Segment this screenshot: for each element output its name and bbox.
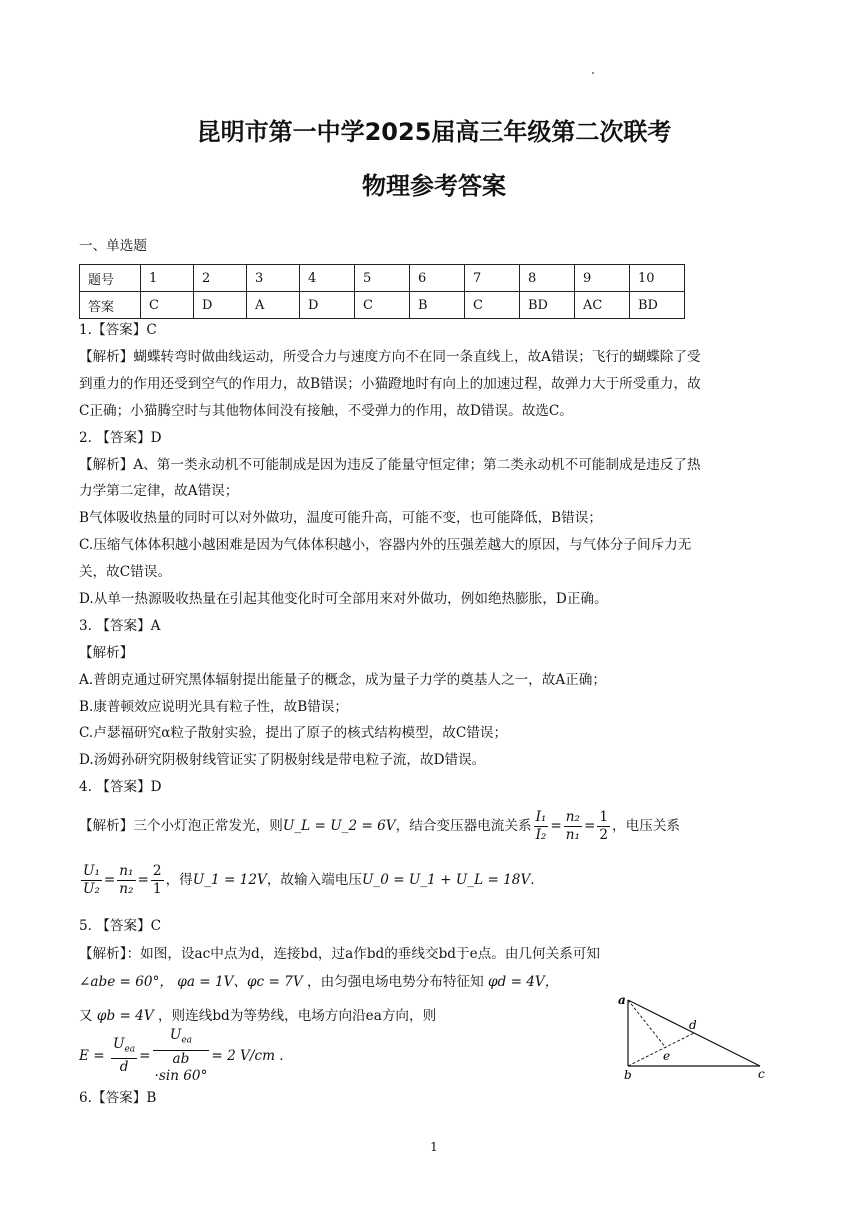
q5-potential-b: φb = 4V bbox=[96, 1008, 154, 1024]
q2-text-line: C.压缩气体体积越小越困难是因为气体体积越小，容器内外的压强差越大的原因，与气体分子间斥力无 bbox=[79, 537, 692, 553]
table-cell: AC bbox=[575, 292, 630, 319]
q2-text-line: D.从单一热源吸收热量在引起其他变化时可全部用来对外做功，例如绝热膨胀，D正确。 bbox=[79, 591, 608, 607]
q4-text: . bbox=[530, 872, 535, 888]
q5-text-line bbox=[79, 1006, 436, 1026]
q5-text: ，则连线bd为等势线，电场方向沿ea方向，则 bbox=[157, 1008, 437, 1024]
table-cell: 6 bbox=[410, 265, 465, 292]
table-cell: C bbox=[141, 292, 194, 319]
q4-text: 【解析】三个小灯泡正常发光，则 bbox=[79, 818, 283, 834]
q5-text: 又 bbox=[79, 1008, 93, 1024]
fraction-i1-i2: $\frac{\text{I₁}}{\text{I₂}}$ bbox=[535, 808, 547, 843]
q4-text: ，故输入端电压 bbox=[266, 872, 362, 888]
q2-text-line: B气体吸收热量的同时可以对外做功，温度可能升高，可能不变，也可能降低，B错误； bbox=[79, 510, 602, 526]
table-cell: BD bbox=[630, 292, 685, 319]
q4-text: ，得 bbox=[165, 872, 193, 888]
fraction-u1-u2: $\frac{\text{U₁}}{\text{U₂}}$ bbox=[83, 862, 100, 897]
q6-answer: 6.【答案】B bbox=[79, 1090, 157, 1106]
table-cell: 1 bbox=[141, 265, 194, 292]
table-cell: 2 bbox=[194, 265, 247, 292]
q2-answer: 2. 【答案】D bbox=[79, 430, 162, 446]
fraction-n1-n2: $\frac{\text{n₁}}{\text{n₂}}$ bbox=[119, 862, 134, 897]
table-cell: 5 bbox=[355, 265, 410, 292]
table-header-cell: 答案 bbox=[80, 292, 141, 319]
q5-angle: ∠abe = 60°， bbox=[79, 974, 173, 990]
table-cell: D bbox=[300, 292, 355, 319]
table-cell: 7 bbox=[465, 265, 520, 292]
table-row-numbers bbox=[80, 265, 685, 292]
table-cell: 8 bbox=[520, 265, 575, 292]
page-title: 昆明市第一中学2025届高三年级第二次联考 bbox=[196, 118, 672, 146]
q3-text-line: B.康普顿效应说明光具有粒子性，故B错误； bbox=[79, 699, 348, 715]
q4-equation: U_1 = 12V bbox=[192, 872, 267, 888]
table-header-cell: 题号 bbox=[80, 265, 141, 292]
q2-text-line: 【解析】A、第一类永动机不可能制成是因为违反了能量守恒定律；第二类永动机不可能制成是违反了热 bbox=[79, 457, 701, 473]
q5-potential-d: φd = 4V， bbox=[488, 974, 559, 990]
q3-answer: 3. 【答案】A bbox=[79, 618, 161, 634]
q4-equation: U_0 = U_1 + U_L = 18V bbox=[361, 872, 531, 888]
table-row-answers bbox=[80, 292, 685, 319]
page-number: 1 bbox=[430, 1140, 438, 1154]
page-subtitle: 物理参考答案 bbox=[362, 172, 506, 200]
q3-text-line: D.汤姆孙研究阴极射线管证实了阴极射线是带电粒子流，故D错误。 bbox=[79, 752, 486, 768]
table-cell: 10 bbox=[630, 265, 685, 292]
q3-text-line: A.普朗克通过研究黑体辐射提出能量子的概念，成为量子力学的奠基人之一，故A正确； bbox=[79, 672, 606, 688]
section-label: 一、单选题 bbox=[79, 238, 147, 254]
q4-text: ，结合变压器电流关系 bbox=[395, 818, 532, 834]
table-cell: 3 bbox=[247, 265, 300, 292]
segment-bd bbox=[628, 1033, 694, 1066]
q3-text-line: 【解析】 bbox=[79, 645, 134, 661]
q4-equation: U_L = U_2 = 6V bbox=[282, 818, 396, 834]
table-cell: D bbox=[194, 292, 247, 319]
q4-line1: 【解析】三个小灯泡正常发光，则 U_L = U_2 = 6V ，结合变压器电流关系 $\frac{\text{I₁}}{\text{I₂}}$ = $\frac{\text{n₂}}{\text{n₁}}$ = $\frac{1}{2}$ ，电压关系 bbox=[79, 808, 681, 843]
scan-dot bbox=[592, 72, 594, 74]
q1-answer: 1.【答案】C bbox=[79, 322, 157, 338]
q5-text-line: 【解析】：如图，设ac中点为d，连接bd，过a作bd的垂线交bd于e点。由几何关系可知 bbox=[79, 946, 600, 962]
q5-text: ，由匀强电场电势分布特征知 bbox=[306, 974, 484, 990]
table-cell: 9 bbox=[575, 265, 630, 292]
q1-text-line: 【解析】蝴蝶转弯时做曲线运动，所受合力与速度方向不在同一条直线上，故A错误；飞行的蝴蝶除了受 bbox=[79, 349, 701, 365]
table-cell: C bbox=[465, 292, 520, 319]
q5-answer: 5. 【答案】C bbox=[79, 918, 162, 934]
table-cell: C bbox=[355, 292, 410, 319]
fraction-uea-d: $\frac{U_{ea}}{d}$ bbox=[112, 1035, 136, 1076]
q4-answer: 4. 【答案】D bbox=[79, 779, 162, 795]
triangle-diagram bbox=[612, 990, 772, 1080]
label-b: b bbox=[624, 1068, 632, 1080]
table-cell: B bbox=[410, 292, 465, 319]
q5-potentials: φa = 1V、φc = 7V bbox=[177, 974, 303, 990]
label-e: e bbox=[663, 1049, 671, 1063]
q2-text-line: 关，故C错误。 bbox=[79, 564, 171, 580]
label-a: a bbox=[618, 993, 626, 1007]
fraction-2-1: $\frac{2}{1}$ bbox=[152, 862, 162, 897]
q4-text: ，电压关系 bbox=[612, 818, 681, 834]
q1-text-line: C正确；小猫腾空时与其他物体间没有接触，不受弹力的作用，故D错误。故选C。 bbox=[79, 403, 573, 419]
q1-text-line: 到重力的作用还受到空气的作用力，故B错误；小猫蹬地时有向上的加速过程，故弹力大于所受重力，故 bbox=[79, 376, 701, 392]
fraction-1-2: $\frac{1}{2}$ bbox=[599, 808, 609, 843]
label-c: c bbox=[758, 1067, 765, 1080]
answer-table bbox=[79, 264, 685, 319]
q2-text-line: 力学第二定律，故A错误； bbox=[79, 483, 239, 499]
fraction-n2-n1: $\frac{\text{n₂}}{\text{n₁}}$ bbox=[565, 808, 580, 843]
q5-result: = 2 V/cm . bbox=[211, 1048, 284, 1064]
label-d: d bbox=[689, 1018, 697, 1032]
q4-line2: $\frac{\text{U₁}}{\text{U₂}}$ = $\frac{\text{n₁}}{\text{n₂}}$ = $\frac{2}{1}$ ，得 U_1 = 12V ，故输入端电压 U_0 = U_1 + U_L = 18V . bbox=[83, 862, 535, 897]
q5-formula: E = $\frac{U_{ea}}{d}$ = $U_{ea}$ $\overline{ab}$ ·sin 60° = 2 V/cm . bbox=[79, 1027, 284, 1084]
table-cell: 4 bbox=[300, 265, 355, 292]
table-cell: BD bbox=[520, 292, 575, 319]
q5-text-line bbox=[79, 972, 558, 992]
q3-text-line: C.卢瑟福研究α粒子散射实验，提出了原子的核式结构模型，故C错误； bbox=[79, 725, 508, 741]
table-cell: A bbox=[247, 292, 300, 319]
segment-ae bbox=[628, 1000, 666, 1048]
fraction-uea-ab-sin: $U_{ea}$ $\overline{ab}$ ·sin 60° bbox=[154, 1027, 208, 1084]
